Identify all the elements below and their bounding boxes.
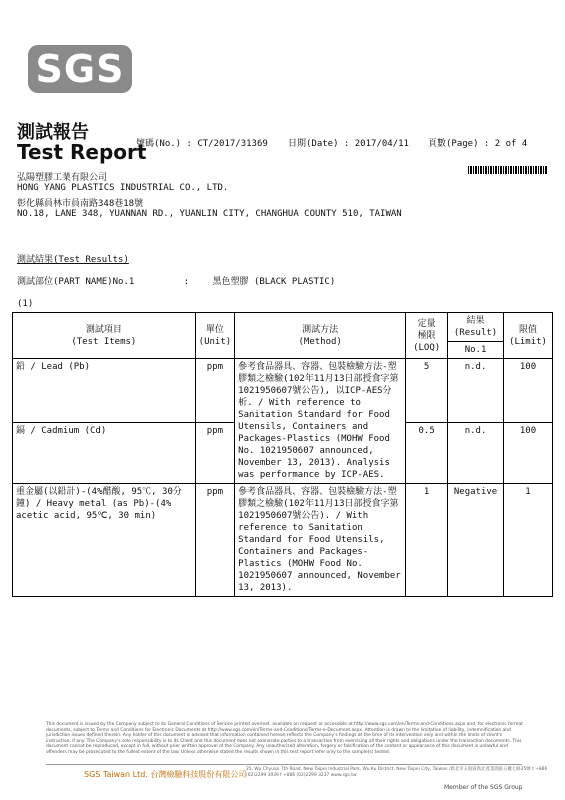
footer-divider xyxy=(46,764,522,765)
header-result: 結果 (Result) xyxy=(448,313,504,342)
cell-limit: 1 xyxy=(504,484,553,597)
result-note: (1) xyxy=(17,299,34,309)
cell-loq: 0.5 xyxy=(406,422,448,483)
header-method: 測試方法 (Method) xyxy=(235,313,406,359)
cell-test-item: 鉛 / Lead (Pb) xyxy=(13,359,196,423)
cell-method: 參考食品器具、容器、包裝檢驗方法-塑膠類之檢驗(102年11月13日部授食字第1021950607號公告), 以ICP-AES分析. / With reference to Sanitation Standard for Food Utensils, Containers and Packages-Plastics (MOHW Food No. 1021950607 announced, November 13, 2013). Analysis was performance by ICP-AES. xyxy=(235,359,406,484)
table-row xyxy=(13,484,553,597)
cell-limit: 100 xyxy=(504,422,553,483)
part-name-separator: : xyxy=(183,277,190,287)
test-results-title: 測試結果(Test Results) xyxy=(17,255,129,265)
cell-result: n.d. xyxy=(448,422,504,483)
table-row xyxy=(13,359,553,423)
title-en: Test Report xyxy=(17,140,147,164)
table-header-row xyxy=(13,313,553,342)
cell-test-item: 鎘 / Cadmium (Cd) xyxy=(13,422,196,483)
cell-test-item: 重金屬(以鉛計)-(4%醋酸, 95℃, 30分鐘) / Heavy metal (as Pb)-(4% acetic acid, 95℃, 30 min) xyxy=(13,484,196,597)
results-table xyxy=(12,312,553,597)
cell-unit: ppm xyxy=(195,422,235,483)
header-loq: 定量 極限 (LOQ) xyxy=(406,313,448,359)
cell-unit: ppm xyxy=(195,359,235,423)
footer-company: SGS Taiwan Ltd. 台灣檢驗科技股份有限公司 xyxy=(84,770,247,779)
cell-loq: 5 xyxy=(406,359,448,423)
barcode xyxy=(468,166,548,174)
title-zh: 測試報告 xyxy=(17,122,89,143)
client-name-en: HONG YANG PLASTICS INDUSTRIAL CO., LTD. xyxy=(17,183,229,193)
page-number: 頁數(Page) : 2 of 4 xyxy=(428,139,528,149)
cell-result: Negative xyxy=(448,484,504,597)
header-result-no: No.1 xyxy=(448,342,504,359)
client-name-zh: 弘陽塑膠工業有限公司 xyxy=(17,173,108,183)
footer-address: 25, Wu Chyuan 7th Road, New Taipei Industrial Park, Wu Ku District, New Taipei City, Taiwan /新北市五股區新北產業園區五權七路25號 t +886 (02)2299 3939 f +886 (02)2299 3237 www.sgs.tw xyxy=(246,767,548,778)
part-name-line xyxy=(17,274,335,287)
report-date: 日期(Date) : 2017/04/11 xyxy=(288,139,409,149)
cell-unit: ppm xyxy=(195,484,235,597)
footer-disclaimer: This document is issued by the Company subject to its General Conditions of Service printed overleaf, available on request or accessible at http://www.sgs.com/en/Terms-and-Conditions.aspx and, for electronic format documents, subject to Terms and Conditions for Electronic Documents at http://www.sgs.com/en/Terms-and-Conditions/Terms-e-Document.aspx. Attention is drawn to the limitation of liability, indemnification and jurisdiction issues defined therein. Any holder of this document is advised that information contained hereon reflects the Company's findings at the time of its intervention only and within the limits of client's instruction, if any. The Company's sole responsibility is to its Client and this document does not exonerate parties to a transaction from exercising all their rights and obligations under the transaction documents. This document cannot be reproduced, except in full, without prior written approval of the Company. Any unauthorized alteration, forgery or falsification of the content or appearance of this document is unlawful and offenders may be prosecuted to the fullest extent of the law. Unless otherwise stated the results shown in this test report refer only to the sample(s) tested. xyxy=(46,722,523,755)
cell-method: 參考食品器具、容器、包裝檢驗方法-塑膠類之檢驗(102年11月13日部授食字第1021950607號公告). / With reference to Sanitation Standard for Food Utensils, Containers and Packages-Plastics (MOHW Food No. 1021950607 announced, November 13, 2013). xyxy=(235,484,406,597)
client-address-en: NO.18, LANE 348, YUANNAN RD., YUANLIN CITY, CHANGHUA COUNTY 510, TAIWAN xyxy=(17,209,402,219)
cell-result: n.d. xyxy=(448,359,504,423)
part-name-value: 黑色塑膠 (BLACK PLASTIC) xyxy=(212,277,336,287)
report-number: 號碼(No.) : CT/2017/31369 xyxy=(136,139,268,149)
cell-limit: 100 xyxy=(504,359,553,423)
part-name-label: 測試部位(PART NAME)No.1 xyxy=(17,277,135,287)
client-address-zh: 彰化縣員林市員南路348巷18號 xyxy=(17,199,144,209)
footer-member: Member of the SGS Group xyxy=(444,784,523,791)
sgs-logo-text: SGS xyxy=(35,47,125,91)
header-limit: 限值 (Limit) xyxy=(504,313,553,359)
header-test-items: 測試項目 (Test Items) xyxy=(13,313,196,359)
header-unit: 單位 (Unit) xyxy=(195,313,235,359)
cell-loq: 1 xyxy=(406,484,448,597)
